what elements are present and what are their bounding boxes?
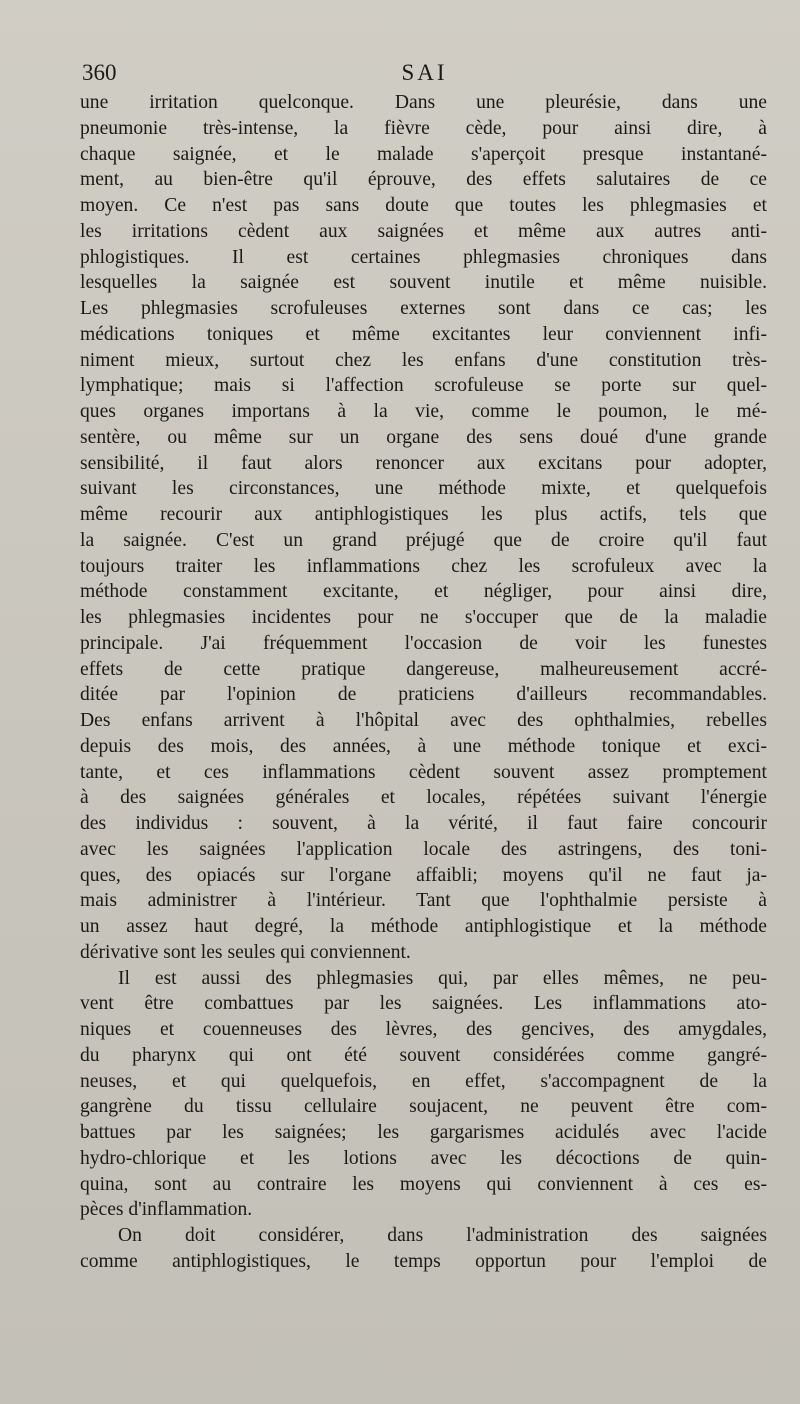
text-line: tante, et ces inflammations cèdent souvent assez promptement [80,761,767,783]
text-line: même recourir aux antiphlogistiques les plus actifs, tels que [80,504,767,525]
text-line: ment, au bien-être qu'il éprouve, des effets salutaires de ce [80,169,767,191]
text-line: phlogistiques. Il est certaines phlegmasies chroniques dans [80,246,767,268]
body-text [80,90,767,1275]
text-line: ques organes importans à la vie, comme le poumon, le mé- [80,401,767,422]
text-line: lymphatique; mais si l'affection scrofuleuse se porte sur quel- [80,375,767,397]
text-line: principale. J'ai fréquemment l'occasion de voir les funestes [80,632,767,654]
running-head: SAI [401,60,448,85]
text-line: Des enfans arrivent à l'hôpital avec des ophthalmies, rebelles [80,710,767,731]
text-line: sentère, ou même sur un organe des sens doué d'une grande [80,426,767,448]
text-line: On doit considérer, dans l'administration des saignées [118,1225,767,1246]
text-line: pneumonie très-intense, la fièvre cède, pour ainsi dire, à [80,117,767,139]
page-number: 360 [82,60,117,85]
text-line: pèces d'inflammation. [80,1199,253,1221]
text-line: hydro-chlorique et les lotions avec les décoctions de quin- [80,1147,767,1169]
text-line: niques et couenneuses des lèvres, des gencives, des amygdales, [80,1019,767,1040]
text-line: des individus : souvent, à la vérité, il faut faire concourir [80,813,767,834]
text-line: dérivative sont les seules qui conviennent. [80,941,411,963]
text-line: Il est aussi des phlegmasies qui, par elles mêmes, ne peu- [118,967,767,989]
text-line: suivant les circonstances, une méthode mixte, et quelquefois [80,478,767,500]
text-line: gangrène du tissu cellulaire soujacent, ne peuvent être com- [80,1096,767,1118]
text-line: vent être combattues par les saignées. Les inflammations ato- [80,993,767,1015]
text-line: à des saignées générales et locales, répétées suivant l'énergie [80,787,767,809]
text-line: depuis des mois, des années, à une méthode tonique et exci- [80,735,767,757]
text-line: chaque saignée, et le malade s'aperçoit presque instantané- [80,143,767,165]
page-header [82,60,767,90]
text-line: les irritations cèdent aux saignées et même aux autres anti- [80,220,767,242]
text-line: méthode constamment excitante, et négliger, pour ainsi dire, [80,581,767,603]
text-line: avec les saignées l'application locale des astringens, des toni- [80,838,767,860]
text-line: mais administrer à l'intérieur. Tant que l'ophthalmie persiste à [80,890,767,912]
text-line: la saignée. C'est un grand préjugé que de croire qu'il faut [80,529,767,551]
text-line: une irritation quelconque. Dans une pleurésie, dans une [80,92,767,113]
text-line: médications toniques et même excitantes leur conviennent infi- [80,323,767,345]
text-line: battues par les saignées; les gargarismes acidulés avec l'acide [80,1122,767,1143]
text-line: ditée par l'opinion de praticiens d'ailleurs recommandables. [80,684,767,706]
text-line: du pharynx qui ont été souvent considérées comme gangré- [80,1044,767,1066]
text-line: niment mieux, surtout chez les enfans d'une constitution très- [80,349,767,371]
text-line: les phlegmasies incidentes pour ne s'occuper que de la maladie [80,607,767,628]
text-line: sensibilité, il faut alors renoncer aux excitans pour adopter, [80,452,767,474]
text-line: effets de cette pratique dangereuse, malheureusement accré- [80,658,767,680]
text-line: quina, sont au contraire les moyens qui conviennent à ces es- [80,1173,767,1195]
text-line: Les phlegmasies scrofuleuses externes sont dans ce cas; les [80,298,767,319]
text-line: comme antiphlogistiques, le temps opportun pour l'emploi de [80,1250,767,1272]
text-line: lesquelles la saignée est souvent inutile et même nuisible. [80,272,767,294]
text-line: un assez haut degré, la méthode antiphlogistique et la méthode [80,916,767,937]
text-line: moyen. Ce n'est pas sans doute que toutes les phlegmasies et [80,195,767,216]
text-line: toujours traiter les inflammations chez les scrofuleux avec la [80,555,767,577]
text-line: ques, des opiacés sur l'organe affaibli; moyens qu'il ne faut ja- [80,864,767,886]
text-line: neuses, et qui quelquefois, en effet, s'accompagnent de la [80,1070,767,1092]
